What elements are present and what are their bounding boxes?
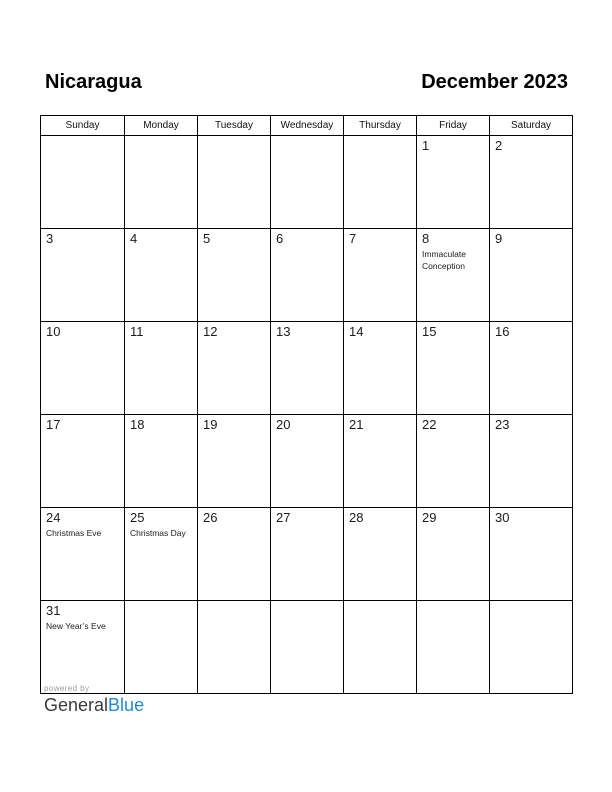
day-cell — [344, 508, 417, 601]
day-cell — [198, 229, 271, 322]
weekday-header-row — [41, 116, 573, 136]
week-row — [41, 229, 573, 322]
day-cell — [41, 322, 125, 415]
day-cell — [490, 322, 573, 415]
day-number: 27 — [276, 510, 291, 525]
weekday-header: Friday — [417, 116, 490, 136]
day-cell — [344, 322, 417, 415]
day-number: 30 — [495, 510, 510, 525]
day-cell — [198, 322, 271, 415]
day-number: 7 — [349, 231, 357, 246]
day-cell — [125, 415, 198, 508]
day-cell — [125, 136, 198, 229]
day-number: 24 — [46, 510, 61, 525]
day-cell — [198, 415, 271, 508]
holiday-label: Christmas Day — [130, 527, 186, 538]
brand-general-text: General — [44, 694, 109, 715]
day-number: 12 — [203, 324, 218, 339]
day-cell — [271, 415, 344, 508]
country-title: Nicaragua — [45, 71, 142, 93]
day-number: 20 — [276, 417, 291, 432]
day-number: 31 — [46, 603, 61, 618]
day-cell — [344, 415, 417, 508]
day-number: 28 — [349, 510, 364, 525]
footer — [44, 684, 144, 715]
day-cell — [41, 415, 125, 508]
day-cell — [490, 136, 573, 229]
day-cell — [417, 601, 490, 694]
day-number: 13 — [276, 324, 291, 339]
day-number: 2 — [495, 138, 503, 153]
weekday-header: Thursday — [344, 116, 417, 136]
day-cell — [125, 508, 198, 601]
day-number: 10 — [46, 324, 61, 339]
day-number: 5 — [203, 231, 211, 246]
day-number: 4 — [130, 231, 138, 246]
holiday-label: Immaculate Conception — [422, 248, 466, 271]
day-cell — [417, 136, 490, 229]
day-number: 8 — [422, 231, 430, 246]
day-cell — [271, 508, 344, 601]
day-cell — [417, 322, 490, 415]
calendar-table — [40, 115, 573, 694]
day-number: 9 — [495, 231, 503, 246]
day-cell — [490, 508, 573, 601]
day-cell — [125, 601, 198, 694]
day-number: 25 — [130, 510, 145, 525]
day-number: 6 — [276, 231, 284, 246]
day-cell — [41, 508, 125, 601]
day-cell — [41, 229, 125, 322]
month-year-title: December 2023 — [421, 71, 568, 93]
day-number: 29 — [422, 510, 437, 525]
day-cell — [344, 229, 417, 322]
weekday-header: Wednesday — [271, 116, 344, 136]
title-bar — [45, 71, 568, 93]
day-cell — [417, 229, 490, 322]
powered-by-label: powered by — [44, 684, 90, 693]
week-row — [41, 415, 573, 508]
day-cell — [417, 508, 490, 601]
day-number: 19 — [203, 417, 218, 432]
day-number: 1 — [422, 138, 430, 153]
day-cell — [41, 601, 125, 694]
day-number: 11 — [130, 324, 144, 339]
holiday-label: Christmas Eve — [46, 527, 102, 538]
week-row — [41, 601, 573, 694]
day-number: 22 — [422, 417, 437, 432]
week-row — [41, 136, 573, 229]
day-number: 15 — [422, 324, 437, 339]
day-cell — [417, 415, 490, 508]
weekday-header: Saturday — [490, 116, 573, 136]
day-number: 14 — [349, 324, 364, 339]
day-cell — [125, 322, 198, 415]
day-cell — [198, 136, 271, 229]
day-number: 16 — [495, 324, 510, 339]
day-cell — [271, 322, 344, 415]
weekday-header: Monday — [125, 116, 198, 136]
day-number: 23 — [495, 417, 510, 432]
day-number: 17 — [46, 417, 61, 432]
day-cell — [125, 229, 198, 322]
brand-logo[interactable] — [44, 695, 144, 716]
weekday-header: Sunday — [41, 116, 125, 136]
day-cell — [271, 601, 344, 694]
day-cell — [344, 136, 417, 229]
day-cell — [490, 415, 573, 508]
week-row — [41, 322, 573, 415]
day-cell — [41, 136, 125, 229]
day-cell — [271, 136, 344, 229]
day-cell — [271, 229, 344, 322]
day-number: 18 — [130, 417, 145, 432]
day-cell — [198, 601, 271, 694]
holiday-label: New Year’s Eve — [46, 620, 106, 631]
day-number: 26 — [203, 510, 218, 525]
day-number: 3 — [46, 231, 54, 246]
weekday-header: Tuesday — [198, 116, 271, 136]
day-number: 21 — [349, 417, 364, 432]
day-cell — [344, 601, 417, 694]
day-cell — [490, 229, 573, 322]
day-cell — [198, 508, 271, 601]
week-row — [41, 508, 573, 601]
brand-blue-text: Blue — [108, 694, 145, 715]
day-cell — [490, 601, 573, 694]
